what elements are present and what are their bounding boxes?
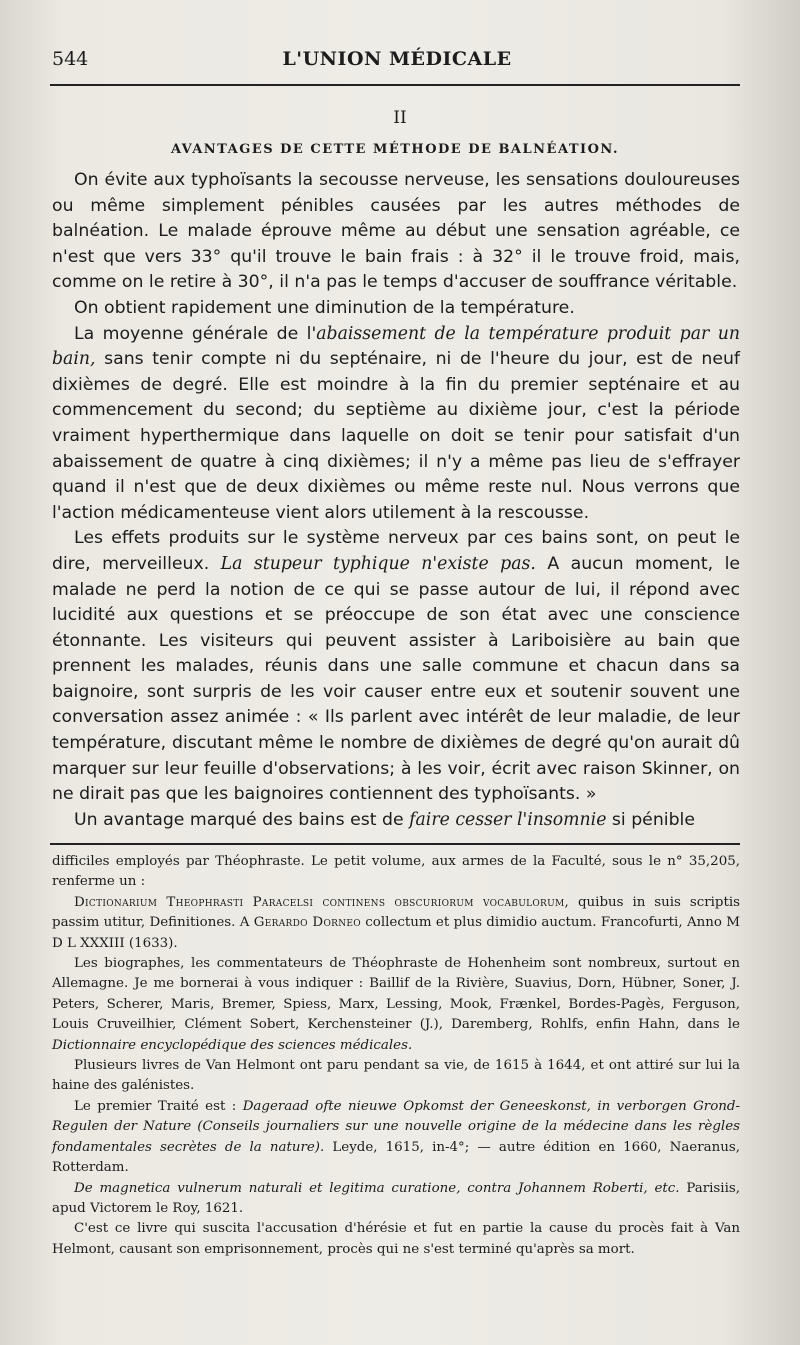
paragraph-5 [52,808,740,834]
paragraph-4 [52,526,740,808]
footnote-paragraph [52,1179,740,1220]
emphasis: Dageraad ofte nieuwe Opkomst der Geneeskonst, in verborgen Grond-Regulen der Nature (Conseils journaliers sur une nouvelle origine de la médecine dans les règles fondamentales secrètes de la nature). [52,1098,740,1155]
text-run: Les effets produits sur le système nerveux par ces bains sont, on peut le dire, merveilleux. [52,528,740,574]
footnote-paragraph [52,1097,740,1179]
text-run: Leyde, 1615, in-4°; — autre édition en 1660, Naeranus, Rotterdam. [52,1139,740,1176]
footnote-paragraph: Plusieurs livres de Van Helmont ont paru pendant sa vie, de 1615 à 1644, et ont attiré sur lui la haine des galénistes. [52,1058,740,1094]
emphasis: Dictionnaire encyclopédique des sciences médicales. [52,1037,413,1053]
small-caps-title: Dictionarium Theophrasti Paracelsi continens obscuriorum vocabulorum, [74,894,570,910]
text-run: Parisiis, apud Victorem le Roy, 1621. [52,1180,740,1216]
page-number: 544 [52,48,89,70]
text-run: sans tenir compte ni du septénaire, ni de l'heure du jour, est de neuf dixièmes de degré. Elle est moindre à la fin du premier septénaire et au commencement du second; du septième au dixième jour, c'est la période vraiment hyperthermique dans laquelle on doit se tenir pour satisfait d'un abaissement de quatre à cinq dixièmes; il n'y a même pas lieu de s'effrayer quand il n'est que de deux dixièmes ou même reste nul. Nous verrons que l'action médicamenteuse vient alors utilement à la rescousse. [52,349,740,523]
section-number: II [393,108,407,128]
running-head [52,48,742,78]
emphasis: La stupeur typhique n'existe pas. [220,553,536,574]
emphasis: abaissement de la température produit par un bain, [52,323,740,370]
main-text [52,168,740,833]
text-run: quibus in suis scriptis passim utitur, Definitiones. A [52,894,740,931]
emphasis: De magnetica vulnerum naturali et legitima curatione, contra Johannem Roberti, etc. [74,1180,680,1196]
text-run: Un avantage marqué des bains est de [74,809,410,830]
paragraph-1: On évite aux typhoïsants la secousse nerveuse, les sensations douloureuses ou même simplement pénibles causées par les autres méthodes de balnéation. Le malade éprouve même au début une sensation agréable, ce n'est que vers 33° qu'il trouve le bain frais : à 32° il le trouve froid, mais, comme on le retire à 30°, il n'a pas le temps d'accuser de souffrance véritable. [52,170,740,293]
footnote-continuation: difficiles employés par Théophraste. Le petit volume, aux armes de la Faculté, sous le n° 35,205, renferme un : [52,854,740,890]
paragraph-3 [52,322,740,527]
text-run: Le premier Traité est : [74,1098,243,1114]
footnotes [52,852,740,1260]
paragraph-2: On obtient rapidement une diminution de la température. [74,297,575,318]
text-run: La moyenne générale de l' [74,323,317,344]
emphasis: faire cesser l'insomnie [409,809,607,830]
header-rule [50,84,740,86]
footnote-paragraph [52,954,740,1056]
text-run: Les biographes, les commentateurs de Théophraste de Hohenheim sont nombreux, surtout en Allemagne. Je me bornerai à vous indiquer : Baillif de la Rivière, Suavius, Dorn, Hübner, Soner, J. Peters, Scherer, Maris, Bremer, Spiess, Marx, Lessing, Mook, Frænkel, Bordes-Pagès, Ferguson, Louis Cruveilhier, Clément Sobert, Kerchensteiner (J.), Daremberg, Rohlfs, enfin Hahn, dans le [52,956,740,1033]
footnote-rule [50,843,740,845]
journal-title: L'UNION MÉDICALE [282,48,512,70]
text-run: collectum et plus dimidio auctum. Francofurti, Anno M D L XXXIII (1633). [52,915,740,951]
text-run: A aucun moment, le malade ne perd la notion de ce qui se passe autour de lui, il répond avec lucidité aux questions et se préoccupe de son état avec une conscience étonnante. Les visiteurs qui peuvent assister à Lariboisière au bain que prennent les malades, réunis dans une salle commune et chacun dans sa baignoire, sont surpris de les voir causer entre eux et soutenir souvent une conversation assez animée : « Ils parlent avec intérêt de leur maladie, de leur température, discutant même le nombre de dixièmes de degré qu'on aurait dû marquer sur leur feuille d'observations; à les voir, écrit avec raison Skinner, on ne dirait pas que les baignoires contiennent des typhoïsants. » [52,553,740,805]
footnote-paragraph [52,893,740,954]
section-title: AVANTAGES DE CETTE MÉTHODE DE BALNÉATION. [171,142,619,157]
footnote-paragraph: C'est ce livre qui suscita l'accusation d'hérésie et fut en partie la cause du procès fait à Van Helmont, causant son emprisonnement, procès qui ne s'est terminé qu'après sa mort. [52,1221,740,1257]
text-run: si pénible [606,809,695,830]
small-caps-name: Gerardo Dorneo [253,915,361,931]
